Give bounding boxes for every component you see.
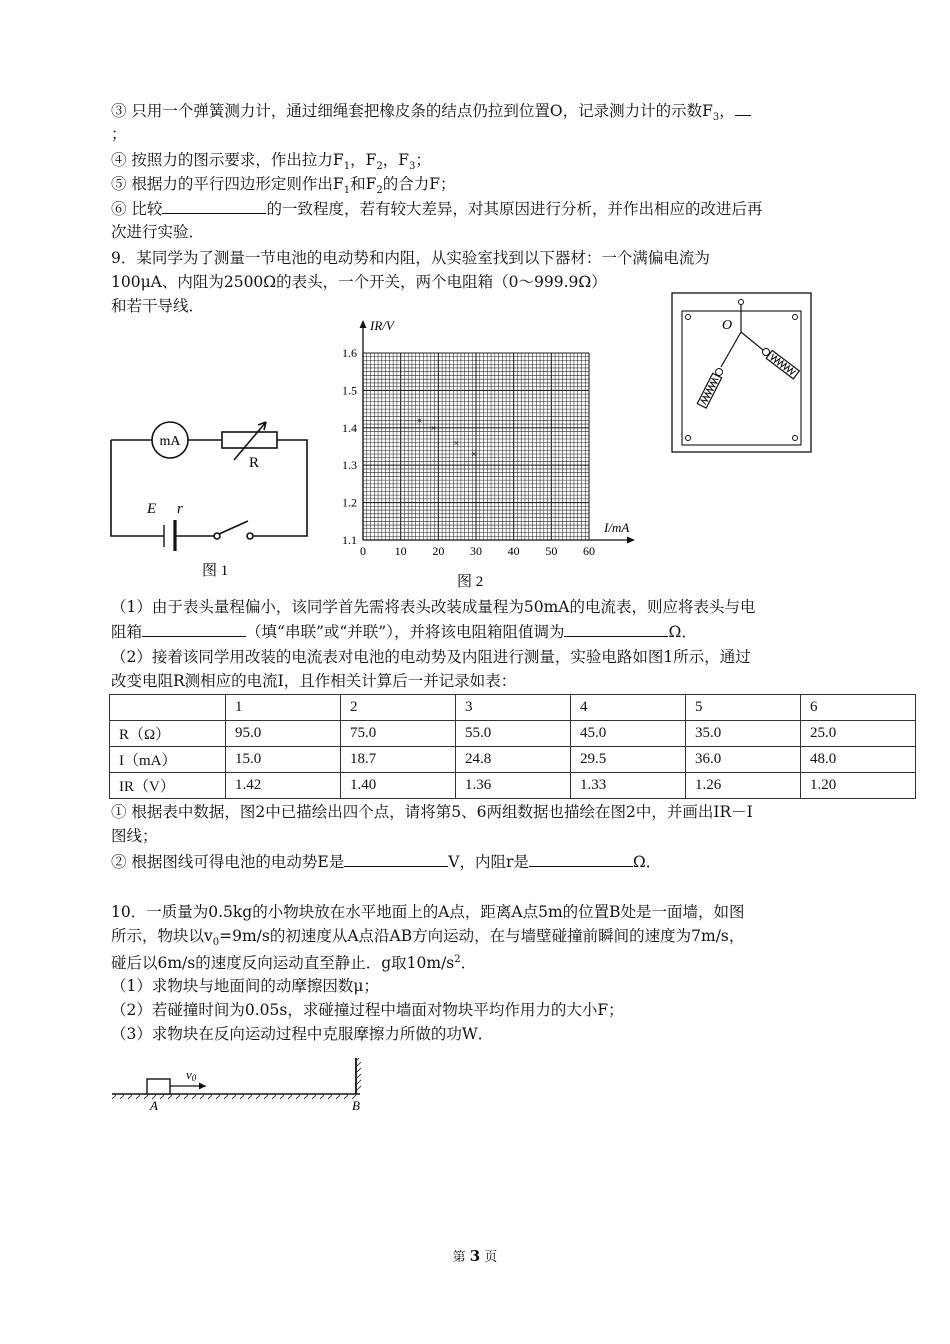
task-2-line: ② 根据图线可得电池的电动势E是 V，内阻r是 Ω． — [111, 853, 662, 871]
step-4-line: ④ 按照力的图示要求，作出拉力$F_1$，$F_2$，$F_3$； — [111, 151, 431, 173]
table-cell: 5 — [686, 695, 801, 721]
table-cell: R（Ω） — [110, 721, 226, 747]
y-tick-label: 1.3 — [342, 458, 357, 473]
x-tick-label: 30 — [470, 544, 482, 558]
table-cell: 24.8 — [456, 747, 571, 773]
table-cell: 36.0 — [686, 747, 801, 773]
problem-10-q1: （1）求物块与地面间的动摩擦因数μ； — [111, 977, 379, 995]
figure-1-caption: 图 1 — [202, 563, 229, 579]
step-5-line: ⑤ 根据力的平行四边形定则作出$F_1$和$F_2$的合力F； — [111, 175, 456, 197]
table-row — [110, 721, 916, 747]
x-axis-arrow-icon — [627, 537, 635, 544]
blank-emf[interactable] — [344, 851, 448, 867]
problem-10-line3: 碰后以6m/s的速度反向运动直至静止．g取$10m/s^2$． — [111, 954, 477, 973]
table-cell: 25.0 — [801, 721, 916, 747]
table-cell — [110, 695, 226, 721]
data-point: × — [453, 438, 460, 450]
table-cell: 6 — [801, 695, 916, 721]
blank-connection[interactable] — [142, 621, 246, 637]
problem-9-line3: 和若干导线． — [111, 297, 205, 315]
emf-label: E — [147, 501, 157, 517]
blank-internal-r[interactable] — [529, 851, 633, 867]
table-cell: IR（V） — [110, 773, 226, 799]
table-header-row — [110, 695, 916, 721]
table-cell: 95.0 — [226, 721, 341, 747]
table-cell: 4 — [571, 695, 686, 721]
step-3-cont: ； — [111, 125, 127, 143]
table-cell: 45.0 — [571, 721, 686, 747]
table-cell: 1.42 — [226, 773, 341, 799]
figure-10-block-wall — [108, 1058, 370, 1116]
table-row — [110, 747, 916, 773]
table-cell: 3 — [456, 695, 571, 721]
problem-10-line1: 10．一质量为0.5kg的小物块放在水平地面上的A点，距离A点5m的位置B处是一面墙，如图 — [111, 903, 745, 921]
ground-hatching — [112, 1095, 356, 1099]
question-1-line1: （1）由于表头量程偏小，该同学首先需将表头改装成量程为50mA的电流表，则应将表头与电 — [111, 598, 756, 616]
table-row — [110, 773, 916, 799]
table-cell: 2 — [341, 695, 456, 721]
question-1-line2: 阻箱 （填“串联”或“并联”），并将该电阻箱阻值调为 Ω． — [111, 623, 697, 641]
figure-2-chart — [330, 315, 640, 590]
question-2-line1: （2）接着该同学用改装的电流表对电池的电动势及内阻进行测量，实验电路如图1所示，通过 — [111, 648, 751, 666]
y-tick-label: 1.5 — [342, 383, 357, 398]
table-cell: 29.5 — [571, 747, 686, 773]
problem-10-q2: （2）若碰撞时间为0.05s，求碰撞过程中墙面对物块平均作用力的大小F； — [111, 1001, 624, 1019]
question-2-line2: 改变电阻R测相应的电流I，且作相关计算后一并记录如表： — [111, 672, 517, 690]
table-cell: 1.26 — [686, 773, 801, 799]
page-number: 3 — [469, 1247, 481, 1265]
problem-9-line2: 100μA、内阻为2500Ω的表头，一个开关，两个电阻箱（0～999.9Ω） — [111, 273, 607, 291]
table-cell: 15.0 — [226, 747, 341, 773]
step-6-line: ⑥ 比较 的一致程度，若有较大差异，对其原因进行分析，并作出相应的改进后再 — [111, 200, 763, 218]
x-tick-label: 20 — [432, 544, 445, 558]
x-axis-label: I/mA — [604, 520, 630, 535]
table-cell: 1.40 — [341, 773, 456, 799]
point-a-label: A — [150, 1098, 158, 1113]
data-point: × — [430, 423, 437, 435]
problem-10-q3: （3）求物块在反向运动过程中克服摩擦力所做的功W． — [111, 1025, 494, 1043]
problem-10-line2: 所示，物块以$v_0=9m/s$的初速度从A点沿AB方向运动，在与墙壁碰撞前瞬间的速度为7m/s， — [111, 927, 745, 949]
y-axis-arrow-icon — [360, 320, 367, 328]
point-o-label: O — [722, 318, 733, 333]
figure-2-caption: 图 2 — [457, 574, 484, 590]
y-tick-label: 1.4 — [342, 420, 357, 435]
blank-compare[interactable] — [162, 198, 266, 214]
data-table — [109, 694, 916, 799]
y-axis-label: IR/V — [370, 318, 394, 333]
blank-f3[interactable] — [735, 100, 751, 116]
x-tick-label: 40 — [507, 544, 520, 558]
y-tick-label: 1.2 — [342, 495, 357, 510]
table-cell: 1.20 — [801, 773, 916, 799]
table-cell: 1 — [226, 695, 341, 721]
figure-3-force-board — [671, 292, 813, 454]
figure-1-circuit — [100, 415, 330, 585]
table-cell: 75.0 — [341, 721, 456, 747]
wall-hatching — [357, 1058, 361, 1090]
step-6-cont: 次进行实验． — [111, 223, 205, 241]
blank-resistance[interactable] — [564, 621, 668, 637]
ammeter-label: mA — [159, 434, 181, 449]
table-cell: I（mA） — [110, 747, 226, 773]
resistor-label: R — [249, 455, 260, 471]
task-1-line2: 图线； — [111, 827, 158, 845]
x-tick-label: 50 — [545, 544, 558, 558]
switch-lever-icon — [219, 521, 248, 534]
x-tick-label: 10 — [394, 544, 407, 558]
switch-contact — [247, 533, 253, 539]
data-point: × — [416, 415, 423, 427]
table-cell: 48.0 — [801, 747, 916, 773]
problem-9-intro: 9．某同学为了测量一节电池的电动势和内阻，从实验室找到以下器材：一个满偏电流为 — [111, 249, 710, 267]
y-tick-label: 1.6 — [342, 346, 357, 360]
table-cell: 55.0 — [456, 721, 571, 747]
variable-resistor-icon — [222, 432, 277, 448]
x-tick-label: 0 — [360, 544, 366, 558]
step-3-line: ③ 只用一个弹簧测力计，通过细绳套把橡皮条的结点仍拉到位置O，记录测力计的示数$F_3$， — [111, 100, 751, 128]
point-b-label: B — [352, 1098, 360, 1113]
y-tick-label: 1.1 — [342, 533, 357, 547]
x-tick-label: 60 — [583, 544, 595, 558]
block-icon — [147, 1079, 170, 1094]
task-1-line1: ① 根据表中数据，图2中已描绘出四个点，请将第5、6两组数据也描绘在图2中，并画出IR－I — [111, 803, 753, 821]
data-point: × — [471, 449, 477, 461]
page-footer: 第 3 页 — [452, 1247, 498, 1265]
table-cell: 35.0 — [686, 721, 801, 747]
chart-grid — [363, 353, 589, 540]
v0-label: v0 — [186, 1067, 197, 1083]
table-cell: 18.7 — [341, 747, 456, 773]
internal-r-label: r — [177, 501, 183, 517]
table-cell: 1.36 — [456, 773, 571, 799]
table-cell: 1.33 — [571, 773, 686, 799]
